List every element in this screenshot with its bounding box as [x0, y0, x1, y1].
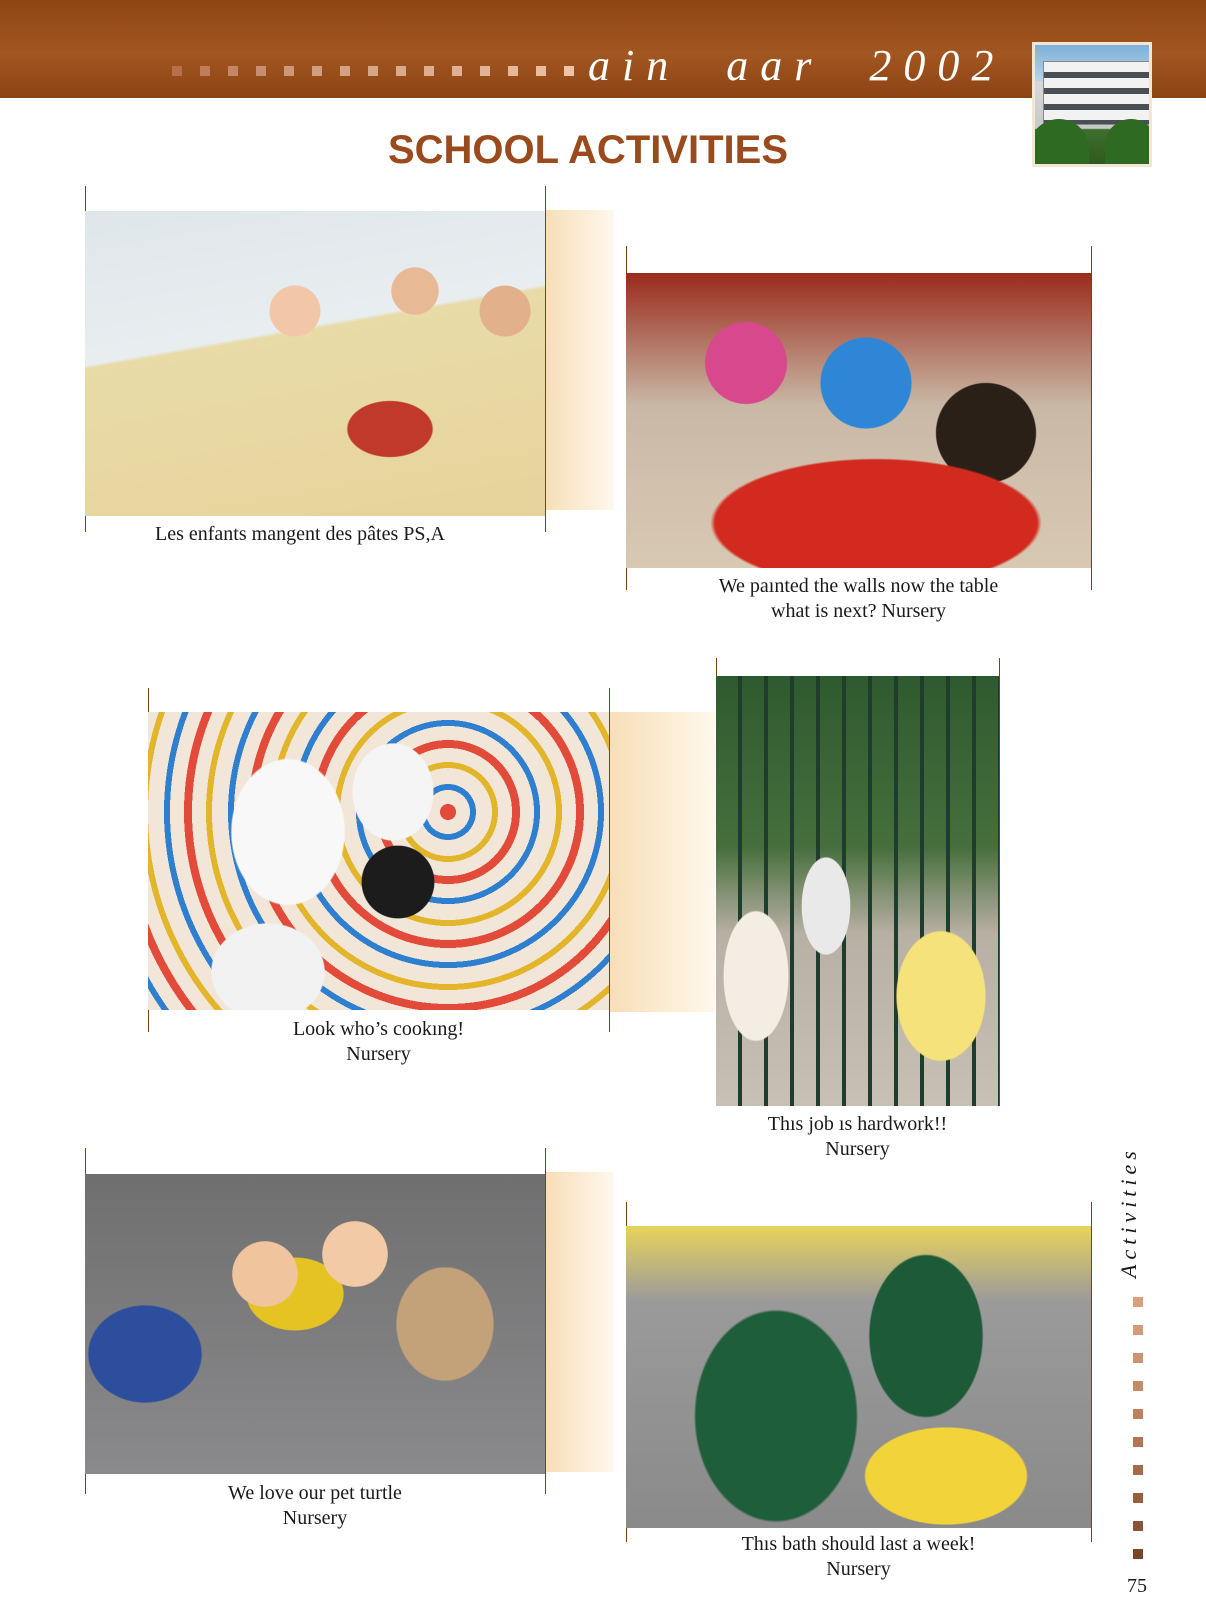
- side-square: [1133, 1493, 1143, 1503]
- side-square: [1133, 1353, 1143, 1363]
- side-square: [1133, 1381, 1143, 1391]
- side-square: [1133, 1325, 1143, 1335]
- side-square: [1133, 1409, 1143, 1419]
- side-decorative-squares: [1133, 1297, 1143, 1559]
- header-square: [312, 66, 322, 76]
- header-square: [564, 66, 574, 76]
- frame-line: [1091, 1202, 1092, 1542]
- caption-line: We love our pet turtle: [228, 1482, 402, 1504]
- side-square: [1133, 1521, 1143, 1531]
- page-shade: [546, 1172, 614, 1472]
- pet-turtle-caption: [85, 1481, 545, 1531]
- page-title: SCHOOL ACTIVITIES: [387, 128, 789, 172]
- painting-table-caption: [626, 574, 1091, 624]
- header-square: [536, 66, 546, 76]
- building-shape: [1043, 61, 1151, 125]
- bath-photo: [626, 1226, 1091, 1528]
- caption-line: Nursery: [282, 1507, 348, 1529]
- header-square: [480, 66, 490, 76]
- page-shade: [610, 712, 715, 1012]
- caption-line: Nursery: [826, 1558, 891, 1580]
- side-square: [1133, 1297, 1143, 1307]
- pasta-caption: [85, 522, 515, 547]
- page-number: 75: [1127, 1575, 1147, 1597]
- caption-line: Look who’s cookıng!: [292, 1018, 465, 1040]
- header-square: [508, 66, 518, 76]
- side-square: [1133, 1465, 1143, 1475]
- bath-caption: [626, 1532, 1091, 1582]
- frame-line: [1091, 246, 1092, 590]
- page-shade: [546, 210, 614, 510]
- caption-line: Nursery: [346, 1043, 411, 1065]
- header-square: [368, 66, 378, 76]
- header-square: [172, 66, 182, 76]
- painting-table-photo: [626, 273, 1091, 568]
- caption-line: Thıs bath should last a week!: [741, 1533, 976, 1555]
- header-square: [424, 66, 434, 76]
- caption-line: Thıs job ıs hardwork!!: [767, 1113, 948, 1135]
- side-square: [1133, 1549, 1143, 1559]
- header-square: [228, 66, 238, 76]
- side-square: [1133, 1437, 1143, 1447]
- yearbook-header-title: ain aar 2002: [588, 41, 1006, 90]
- header-square: [256, 66, 266, 76]
- caption-line: what is next? Nursery: [771, 600, 946, 622]
- cooking-caption: [148, 1017, 609, 1067]
- cooking-photo: [148, 712, 609, 1010]
- section-side-label: Activities: [1116, 1146, 1141, 1278]
- header-square: [284, 66, 294, 76]
- header-square: [200, 66, 210, 76]
- painting-fence-caption: [716, 1112, 999, 1162]
- header-decorative-squares: [172, 66, 574, 76]
- painting-fence-photo: [716, 676, 999, 1106]
- caption-line: We paınted the walls now the table: [718, 575, 999, 597]
- caption-line: Nursery: [825, 1138, 890, 1160]
- pasta-photo: [85, 211, 545, 516]
- header-square: [452, 66, 462, 76]
- header-square: [340, 66, 350, 76]
- pet-turtle-photo: [85, 1174, 545, 1474]
- header-square: [396, 66, 406, 76]
- frame-line: [999, 658, 1000, 1106]
- caption-line: Les enfants mangent des pâtes PS,A: [155, 523, 445, 545]
